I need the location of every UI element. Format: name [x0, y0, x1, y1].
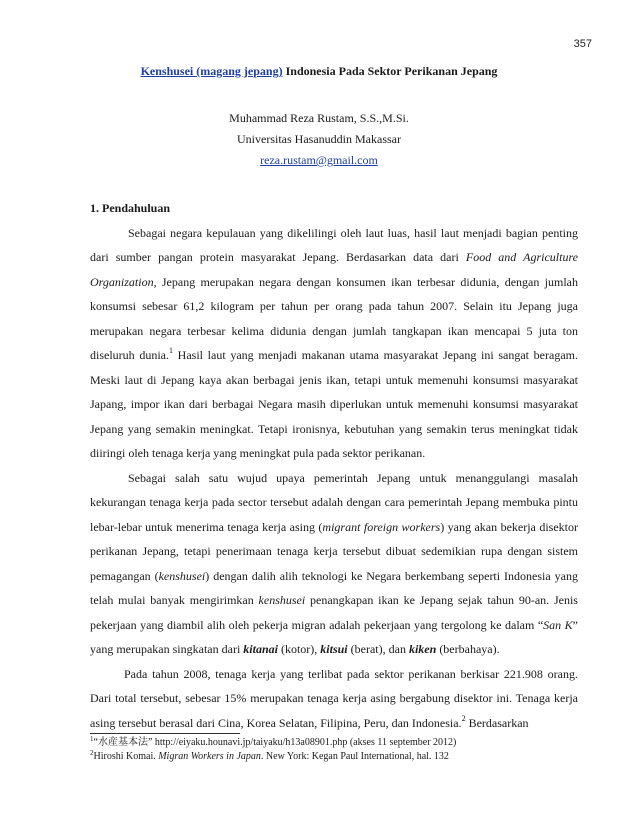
author-email-link[interactable]: reza.rustam@gmail.com — [260, 153, 378, 167]
footnote-1 — [90, 736, 590, 750]
footnote-2-number: 2 — [90, 749, 94, 757]
title-link[interactable]: Kenshusei (magang jepang) — [140, 64, 283, 78]
p2-term-kitanai: kitanai — [243, 642, 278, 656]
p2-text-g: penangkapan ikan ke Jepang sejak tahun 90-an. Jenis pekerjaan yang diambil alih oleh pekerja migran adalah pekerjaan yang tergolong ke dalam “ — [90, 593, 578, 632]
footnote-2 — [90, 750, 590, 764]
p1-text-c: , Jepang merupakan negara dengan konsumen ikan terbesar didunia, dengan jumlah konsumsi sebesar 61,2 kilogram per tahun per orang pada tahun 2007. Selain itu Jepang juga merupakan negara terbesar kelima didunia dengan jumlah tangkapan ikan mencapai 5 juta ton diseluruh dunia. — [90, 274, 578, 362]
p2-term-kiken: kiken — [408, 642, 437, 656]
p2-italic-kenshusei-1: kenshusei — [158, 568, 206, 583]
author-affiliation: Universitas Hasanuddin Makassar — [237, 132, 401, 146]
footnote-2-publisher: . New York: Kegan Paul International, hal. 132 — [260, 751, 449, 762]
p2-italic-migrant: migrant foreign workers — [322, 519, 441, 534]
paragraph-1 — [90, 221, 578, 466]
page-number: 357 — [573, 38, 592, 50]
p2-text-m: (berat), dan — [347, 642, 409, 656]
p2-text-a: Sebagai salah satu wujud upaya pemerintah Jepang untuk menanggulangi masalah kekurangan tenaga kerja pada sector tersebut adalah dengan cara pemerintah Jepang membuka pintu lebar-lebar untuk menerima tenaga kerja asing ( — [90, 470, 578, 534]
author-block — [0, 108, 638, 171]
paragraph-2 — [90, 466, 578, 662]
footnote-1-text: “水産基本法” http://eiyaku.hounavi.jp/taiyaku/h13a08901.php (akses 11 september 2012) — [93, 737, 457, 748]
section-heading: 1. Pendahuluan — [90, 201, 171, 215]
paragraph-3 — [90, 662, 578, 736]
footnotes — [90, 736, 590, 764]
p2-text-c: ) yang akan bekerja disektor perikanan Jepang, tetapi penerimaan tenaga kerja tersebut dibuat sedemikian rupa dengan sistem pemagangan ( — [90, 519, 578, 583]
paper-title — [0, 64, 638, 79]
footnote-ref-2[interactable]: 2 — [461, 713, 466, 723]
p2-term-kitsui: kitsui — [320, 642, 348, 656]
p3-text-b: Berdasarkan — [465, 715, 529, 730]
p2-italic-san-k: San K — [543, 617, 573, 632]
body-content — [90, 196, 578, 735]
p2-text-k: (kotor), — [277, 642, 321, 656]
footnote-1-number: 1 — [90, 735, 94, 743]
p1-text-d: Hasil laut yang menjadi makanan utama masyarakat Jepang ini sangat beragam. Meski laut di Jepang kaya akan berbagai jenis ikan, tetapi untuk memenuhi konsumsi masyarakat Japang, impor ikan dari berbagai Negara masih diperlukan untuk memenuhi konsumsi masyarakat Jepang yang semakin meningkat. Tetapi ironisnya, kebutuhan yang semakin terus meningkat tidak diiringi oleh tenaga kerja yang meningkat pula pada sektor perikanan. — [90, 348, 578, 460]
p2-text-o: (berbahaya). — [436, 642, 500, 656]
p3-text-a: Pada tahun 2008, tenaga kerja yang terlibat pada sektor perikanan berkisar 221.908 orang. Dari total tersebut, sebesar 15% merupakan tenaga kerja asing bergabung disektor ini. Tenaga kerja asing tersebut berasal dari Cina, Korea Selatan, Filipina, Peru, dan Indonesia. — [90, 666, 578, 730]
p1-text-a: Sebagai negara kepulauan yang dikelilingi oleh laut luas, hasil laut menjadi bagian penting dari sumber pangan protein masyarakat Jepang. Berdasarkan data dari — [90, 225, 578, 264]
p2-text-i: ” yang merupakan singkatan dari — [90, 617, 578, 656]
author-name: Muhammad Reza Rustam, S.S.,M.Si. — [229, 111, 409, 125]
footnote-divider — [90, 733, 240, 734]
p2-italic-kenshusei-2: kenshusei — [258, 593, 306, 607]
footnote-2-book-title: Migran Workers in Japan — [158, 751, 261, 762]
p1-italic-fao: Food and Agriculture Organization — [90, 250, 578, 289]
footnote-ref-1[interactable]: 1 — [169, 346, 173, 355]
p2-text-e: ) dengan dalih alih teknologi ke Negara berkembang seperti Indonesia yang telah mulai banyak mengirimkan — [90, 568, 578, 607]
footnote-2-author: Hiroshi Komai. — [93, 751, 159, 762]
title-rest: Indonesia Pada Sektor Perikanan Jepang — [282, 64, 498, 78]
